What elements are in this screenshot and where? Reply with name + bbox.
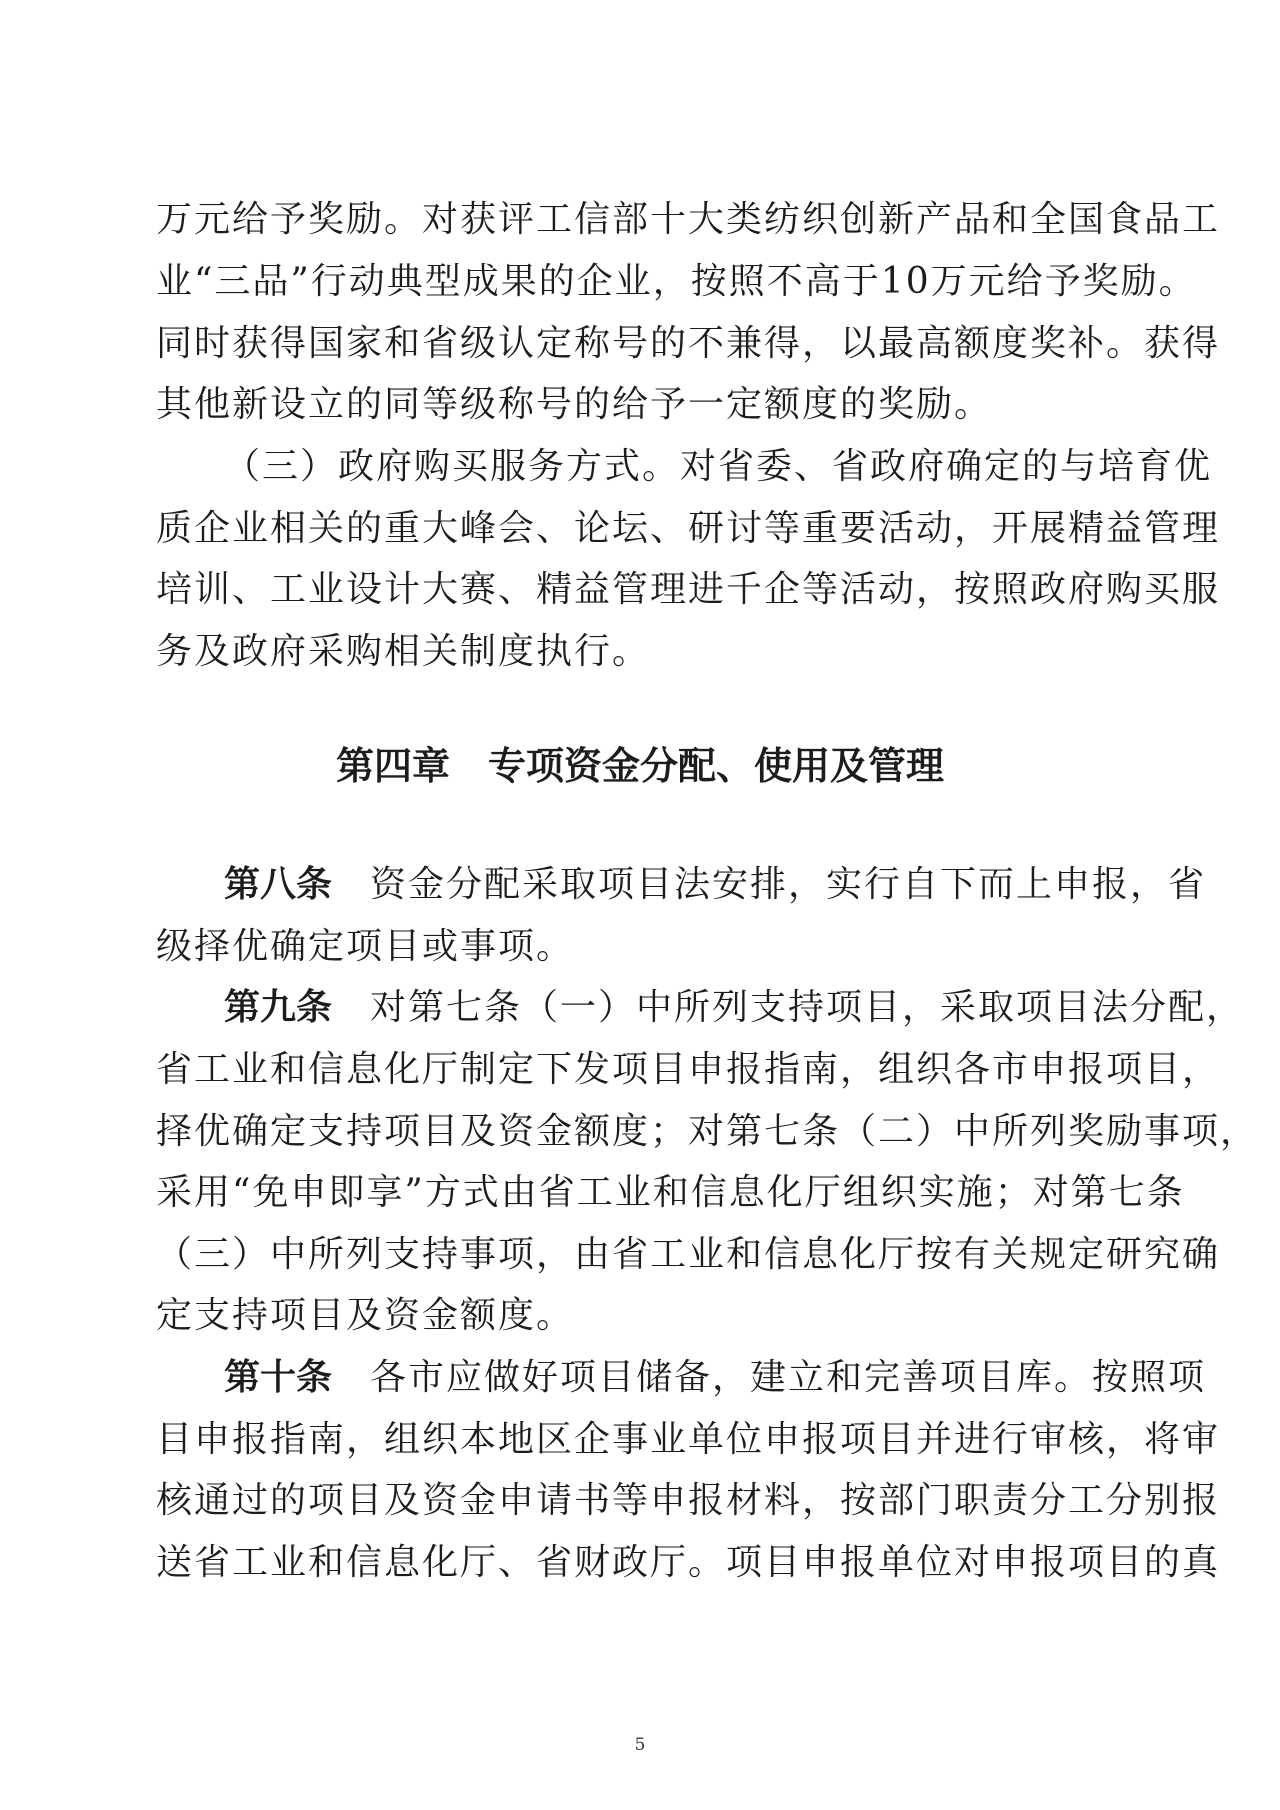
article-10-line: [224, 1357, 1207, 1398]
paragraph-line: 采用“免申即享”方式由省工业和信息化厅组织实施；对第七条: [156, 1172, 1185, 1213]
article-label: 第九条: [224, 987, 333, 1028]
page-number: 5: [634, 1735, 646, 1755]
paragraph-line: 万元给予奖励。对获评工信部十大类纺织创新产品和全国食品工: [156, 199, 1221, 240]
article-8-line: [224, 864, 1207, 905]
paragraph-line: 定支持项目及资金额度。: [156, 1295, 575, 1336]
article-9-line: [224, 987, 1245, 1028]
paragraph-line: 业“三品”行动典型成果的企业，按照不高于10万元给予奖励。: [156, 261, 1197, 302]
article-label: 第八条: [224, 864, 333, 905]
paragraph-line: （三）政府购买服务方式。对省委、省政府确定的与培育优: [224, 446, 1213, 487]
article-text: 资金分配采取项目法安排，实行自下而上申报，省: [370, 864, 1207, 905]
paragraph-line: 质企业相关的重大峰会、论坛、研讨等重要活动，开展精益管理: [156, 508, 1221, 549]
paragraph-line: 其他新设立的同等级称号的给予一定额度的奖励。: [156, 384, 993, 425]
chapter-heading: [0, 744, 1280, 788]
paragraph-line: 目申报指南，组织本地区企事业单位申报项目并进行审核，将审: [156, 1419, 1221, 1460]
paragraph-line: 培训、工业设计大赛、精益管理进千企等活动，按照政府购买服: [156, 569, 1221, 610]
paragraph-line: 择优确定支持项目及资金额度；对第七条（二）中所列奖励事项，: [156, 1111, 1259, 1152]
article-label: 第十条: [224, 1357, 333, 1398]
paragraph-line: 核通过的项目及资金申请书等申报材料，按部门职责分工分别报: [156, 1480, 1221, 1521]
chapter-number: 第四章: [335, 744, 450, 788]
article-text: 各市应做好项目储备，建立和完善项目库。按照项: [370, 1357, 1207, 1398]
paragraph-line: 送省工业和信息化厅、省财政厅。项目申报单位对申报项目的真: [156, 1542, 1221, 1583]
article-text: 对第七条（一）中所列支持项目，采取项目法分配，: [370, 987, 1245, 1028]
paragraph-line: 级择优确定项目或事项。: [156, 926, 575, 967]
paragraph-line: 务及政府采购相关制度执行。: [156, 631, 651, 672]
paragraph-line: 同时获得国家和省级认定称号的不兼得，以最高额度奖补。获得: [156, 323, 1221, 364]
paragraph-line: 省工业和信息化厅制定下发项目申报指南，组织各市申报项目，: [156, 1049, 1221, 1090]
paragraph-line: （三）中所列支持事项，由省工业和信息化厅按有关规定研究确: [156, 1234, 1221, 1275]
chapter-title: 专项资金分配、使用及管理: [488, 744, 945, 788]
